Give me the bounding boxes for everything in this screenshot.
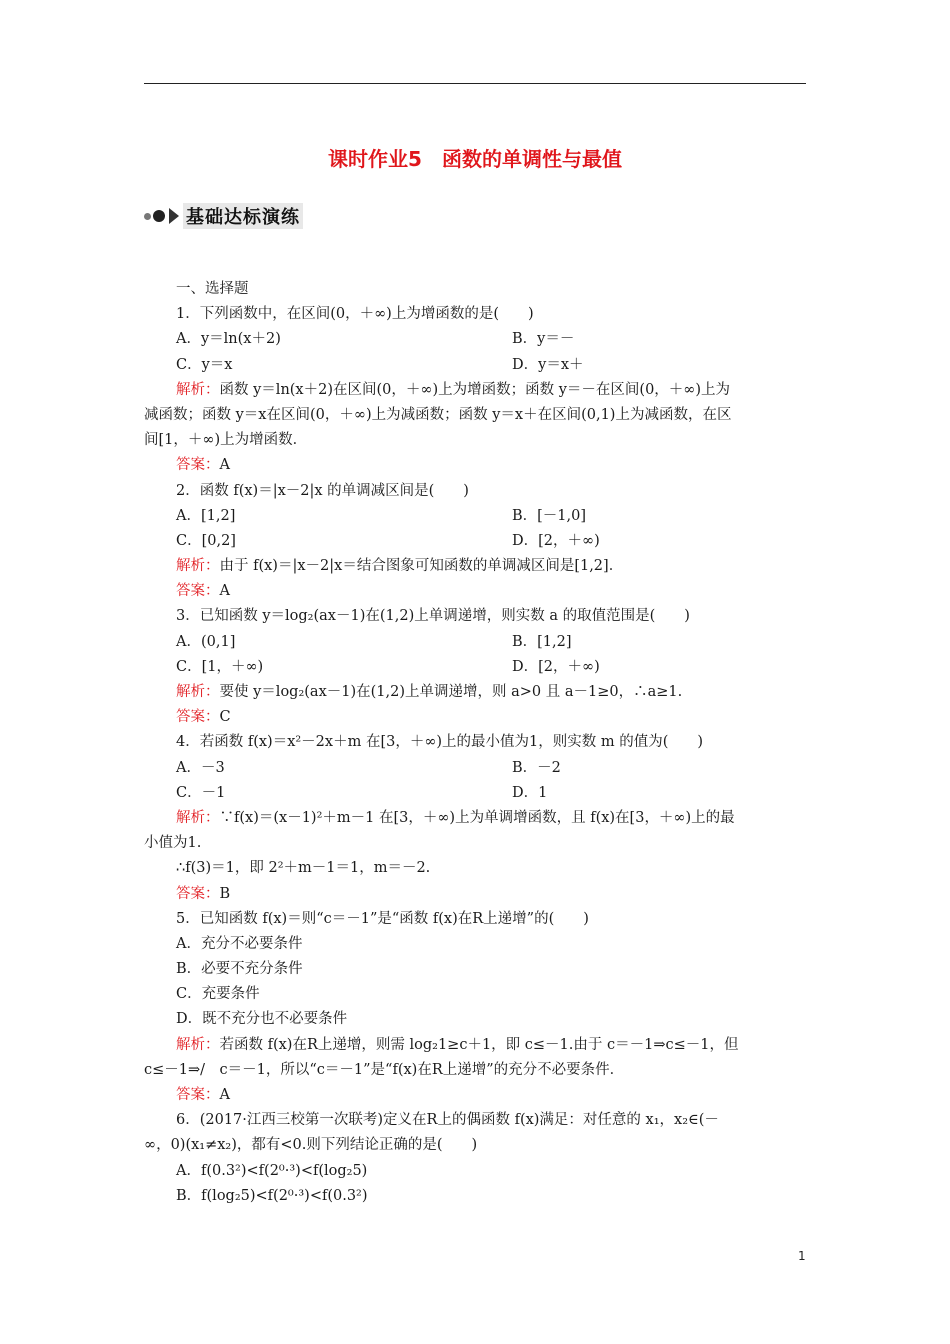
answer-label: 答案： bbox=[176, 457, 220, 474]
q4-option-b: B．－2 bbox=[512, 759, 561, 776]
q1-options-row1 bbox=[144, 327, 808, 352]
q5-analysis-line1: 解析：若函数 f(x)在R上递增，则需 log₂1≥c＋1，即 c≤－1.由于 c＝－1⇒c≤－1，但 bbox=[176, 1036, 739, 1053]
q2-option-b: B．[－1,0] bbox=[512, 507, 587, 524]
q1-analysis-line2: 减函数；函数 y＝x在区间(0，＋∞)上为减函数；函数 y＝x＋在区间(0,1)上为减函数，在区 bbox=[144, 406, 732, 423]
q3-answer: 答案：C bbox=[176, 709, 231, 726]
answer-label: 答案： bbox=[176, 1087, 220, 1103]
analysis-label: 解析： bbox=[176, 381, 220, 398]
q3-option-b: B．[1,2] bbox=[512, 633, 572, 650]
q5-option-d: D．既不充分也不必要条件 bbox=[176, 1011, 348, 1028]
q4-analysis-line3: ∴f(3)＝1，即 2²＋m－1＝1，m＝－2. bbox=[176, 860, 431, 877]
q3-options-row1 bbox=[144, 630, 808, 655]
q5-answer: 答案：A bbox=[176, 1087, 230, 1103]
q4-analysis-line2: 小值为1. bbox=[144, 835, 202, 852]
q2-stem: 2．函数 f(x)＝|x－2|x 的单调减区间是( ) bbox=[176, 482, 469, 499]
q1-option-c: C．y＝x bbox=[176, 356, 233, 373]
q5-option-a: A．充分不必要条件 bbox=[176, 935, 303, 952]
q4-options-row2 bbox=[144, 781, 808, 806]
page-title: 课时作业5 函数的单调性与最值 bbox=[328, 147, 622, 171]
q2-options-row2 bbox=[144, 529, 808, 554]
analysis-label: 解析： bbox=[176, 809, 220, 826]
q4-answer: 答案：B bbox=[176, 885, 231, 902]
q4-analysis-line1: 解析：∵f(x)＝(x－1)²＋m－1 在[3，＋∞)上为单调增函数，且 f(x)在[3，＋∞)上的最 bbox=[176, 809, 735, 826]
q1-options-row2 bbox=[144, 353, 808, 378]
q6-stem-line1: 6．(2017·江西三校第一次联考)定义在R上的偶函数 f(x)满足：对任意的 x₁，x₂∈(－ bbox=[176, 1112, 719, 1129]
answer-label: 答案： bbox=[176, 709, 220, 726]
analysis-label: 解析： bbox=[176, 558, 220, 575]
q1-option-a: A．y＝ln(x＋2) bbox=[176, 331, 281, 348]
q1-analysis-line3: 间[1，＋∞)上为增函数． bbox=[144, 432, 308, 449]
q6-option-a: A．f(0.3²)<f(2⁰·³)<f(log₂5) bbox=[176, 1162, 368, 1179]
q4-option-a: A．－3 bbox=[176, 759, 225, 776]
analysis-label: 解析： bbox=[176, 684, 220, 700]
q3-analysis: 解析：要使 y＝log₂(ax－1)在(1,2)上单调递增，则 a>0 且 a－1≥0，∴a≥1. bbox=[176, 684, 683, 700]
q2-options-row1 bbox=[144, 504, 808, 529]
answer-label: 答案： bbox=[176, 885, 220, 902]
q1-option-d: D．y＝x＋ bbox=[512, 356, 584, 373]
q1-stem: 1．下列函数中，在区间(0，＋∞)上为增函数的是( ) bbox=[176, 306, 534, 323]
q2-option-c: C．[0,2] bbox=[176, 532, 236, 549]
analysis-label: 解析： bbox=[176, 1036, 220, 1053]
q2-option-a: A．[1,2] bbox=[176, 507, 236, 524]
header-rule bbox=[144, 83, 806, 84]
q5-option-b: B．必要不充分条件 bbox=[176, 961, 303, 978]
q5-option-c: C．充要条件 bbox=[176, 986, 260, 1003]
section-label: 基础达标演练 bbox=[183, 203, 303, 229]
q1-answer: 答案：A bbox=[176, 457, 230, 474]
q2-analysis: 解析：由于 f(x)＝|x－2|x＝结合图象可知函数的单调减区间是[1,2]． bbox=[176, 558, 624, 575]
banner-bullet-icon bbox=[144, 208, 183, 224]
q4-option-c: C．－1 bbox=[176, 784, 226, 801]
page-number: 1 bbox=[798, 1249, 806, 1263]
q2-option-d: D．[2，＋∞) bbox=[512, 532, 600, 549]
q5-analysis-line2: c≤－1⇒/ c＝－1，所以“c＝－1”是“f(x)在R上递增”的充分不必要条件． bbox=[144, 1061, 625, 1078]
exercise-content bbox=[144, 277, 808, 1209]
q5-stem: 5．已知函数 f(x)＝则“c＝－1”是“函数 f(x)在R上递增”的( ) bbox=[176, 910, 589, 927]
q3-option-d: D．[2，＋∞) bbox=[512, 658, 600, 675]
q2-answer: 答案：A bbox=[176, 583, 230, 600]
q3-options-row2 bbox=[144, 655, 808, 680]
q1-analysis-line1: 解析：函数 y＝ln(x＋2)在区间(0，＋∞)上为增函数；函数 y＝－在区间(0，＋∞)上为 bbox=[176, 381, 731, 398]
q6-stem-line2: ∞，0)(x₁≠x₂)，都有<0.则下列结论正确的是( ) bbox=[144, 1137, 478, 1154]
q4-option-d: D．1 bbox=[512, 784, 548, 801]
choice-heading: 一、选择题 bbox=[176, 281, 249, 297]
q6-option-b: B．f(log₂5)<f(2⁰·³)<f(0.3²) bbox=[176, 1187, 368, 1204]
q1-option-b: B．y＝－ bbox=[512, 331, 575, 348]
q4-stem: 4．若函数 f(x)＝x²－2x＋m 在[3，＋∞)上的最小值为1，则实数 m 的值为( ) bbox=[176, 734, 704, 751]
q3-option-c: C．[1，＋∞) bbox=[176, 658, 264, 675]
q3-option-a: A．(0,1] bbox=[176, 633, 236, 650]
q4-options-row1 bbox=[144, 756, 808, 781]
answer-label: 答案： bbox=[176, 583, 220, 600]
q3-stem: 3．已知函数 y＝log₂(ax－1)在(1,2)上单调递增，则实数 a 的取值范围是( ) bbox=[176, 608, 690, 625]
section-banner bbox=[144, 203, 303, 229]
